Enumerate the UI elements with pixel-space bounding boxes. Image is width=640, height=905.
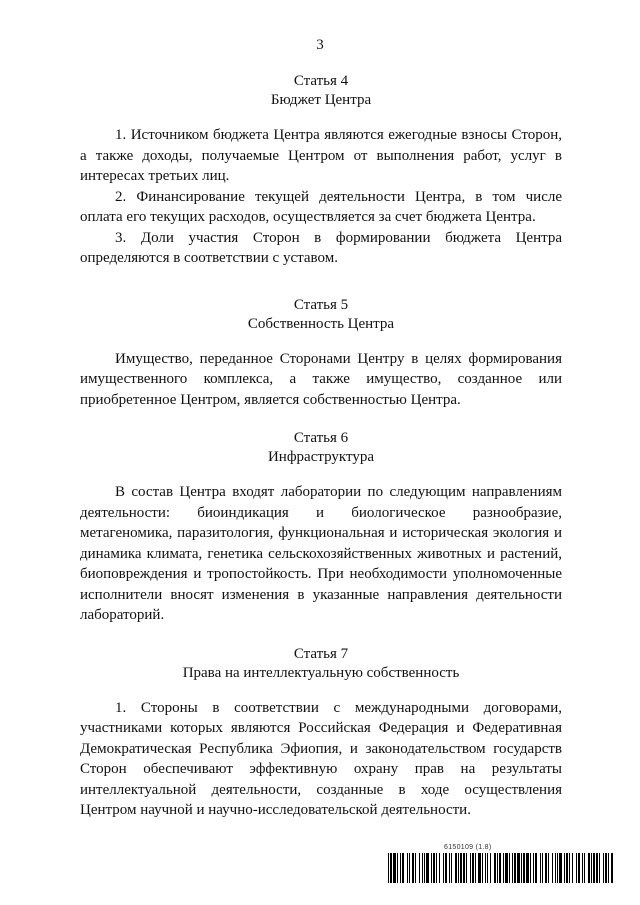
barcode-code: 6150109 (1.8) — [444, 844, 492, 851]
article-title: Собственность Центра — [247, 315, 395, 332]
spacer — [80, 269, 562, 296]
article-5 — [80, 296, 562, 411]
barcode-icon — [388, 853, 613, 883]
article-number: Статья 6 — [293, 430, 349, 446]
article-title: Права на интеллектуальную собственность — [182, 664, 460, 681]
article-number: Статья 4 — [293, 73, 349, 89]
barcode-block — [388, 844, 613, 883]
article-body — [80, 349, 562, 411]
paragraph: В состав Центра входят лаборатории по следующим направлениям деятельности: биоиндикация и биологическое разнообразие, метагеномика, паразитология, функциональная и историческая экология и динамика климата, генетика сельскохозяйственных животных и растений, биоповреждения и тропостойкость. При необходимости уполномоченные исполнители вносят изменения в указанные направления деятельности лабораторий. — [80, 484, 562, 623]
spacer — [80, 410, 562, 429]
article-body — [80, 482, 562, 626]
article-4 — [80, 72, 562, 269]
paragraph: Имущество, переданное Сторонами Центру в целях формирования имущественного комплекса, а также имущество, созданное или приобретенное Центром, является собственностью Центра. — [80, 350, 562, 408]
article-header — [80, 429, 562, 467]
paragraph: 1. Стороны в соответствии с международными договорами, участниками которых являются Российская Федерация и Федеративная Демократическая Республика Эфиопия, и законодательством государств Сторон обеспечивают эффективную охрану прав на результаты интеллектуальной деятельности, созданные в ходе осуществления Центром научной и научно-исследовательской деятельности. — [80, 699, 562, 818]
spacer — [80, 626, 562, 645]
article-body — [80, 698, 562, 821]
article-header — [80, 645, 562, 683]
article-title: Инфраструктура — [267, 449, 375, 465]
article-number: Статья 7 — [293, 645, 349, 662]
paragraph: 1. Источником бюджета Центра являются ежегодные взносы Сторон, а также доходы, получаемые Центром от выполнения работ, услуг в интересах третьих лиц. — [80, 127, 562, 184]
paragraph: 2. Финансирование текущей деятельности Центра, в том числе оплата его текущих расходов, осуществляется за счет бюджета Центра. — [80, 188, 562, 225]
article-number: Статья 5 — [293, 296, 349, 313]
article-title: Бюджет Центра — [270, 92, 372, 108]
article-header — [80, 72, 562, 110]
page-number: 3 — [316, 37, 324, 53]
article-7 — [80, 645, 562, 821]
article-header — [80, 296, 562, 334]
document-body — [80, 72, 562, 821]
paragraph: 3. Доли участия Сторон в формировании бюджета Центра определяются в соответствии с уставом. — [80, 229, 562, 266]
article-body — [80, 125, 562, 269]
article-6 — [80, 429, 562, 626]
